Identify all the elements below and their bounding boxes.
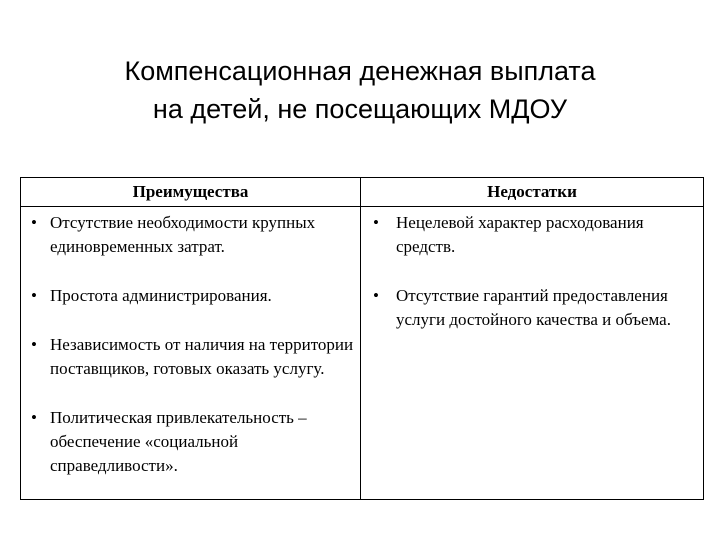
slide-title-line-1: Компенсационная денежная выплата (124, 56, 596, 86)
advantages-cell (21, 207, 361, 500)
advantages-list (27, 211, 354, 478)
header-advantages: Преимущества (21, 178, 361, 207)
advantage-item: • Политическая привлекательность – обеспечение «социальной справедливости». (27, 406, 354, 478)
disadvantages-cell (361, 207, 704, 500)
header-disadvantages: Недостатки (361, 178, 704, 207)
slide-title (0, 52, 720, 128)
advantage-item: • Отсутствие необходимости крупных единовременных затрат. (27, 211, 354, 259)
advantage-item: • Простота администрирования. (27, 284, 354, 308)
disadvantage-item: • Отсутствие гарантий предоставления услуги достойного качества и объема. (367, 284, 697, 332)
disadvantage-item: • Нецелевой характер расходования средств. (367, 211, 697, 259)
disadvantages-list (367, 211, 697, 332)
slide-title-line-2: на детей, не посещающих МДОУ (152, 94, 568, 124)
table-body-row (21, 207, 704, 500)
comparison-table (20, 177, 704, 500)
table-header-row (21, 178, 704, 207)
advantage-item: • Независимость от наличия на территории поставщиков, готовых оказать услугу. (27, 333, 354, 381)
